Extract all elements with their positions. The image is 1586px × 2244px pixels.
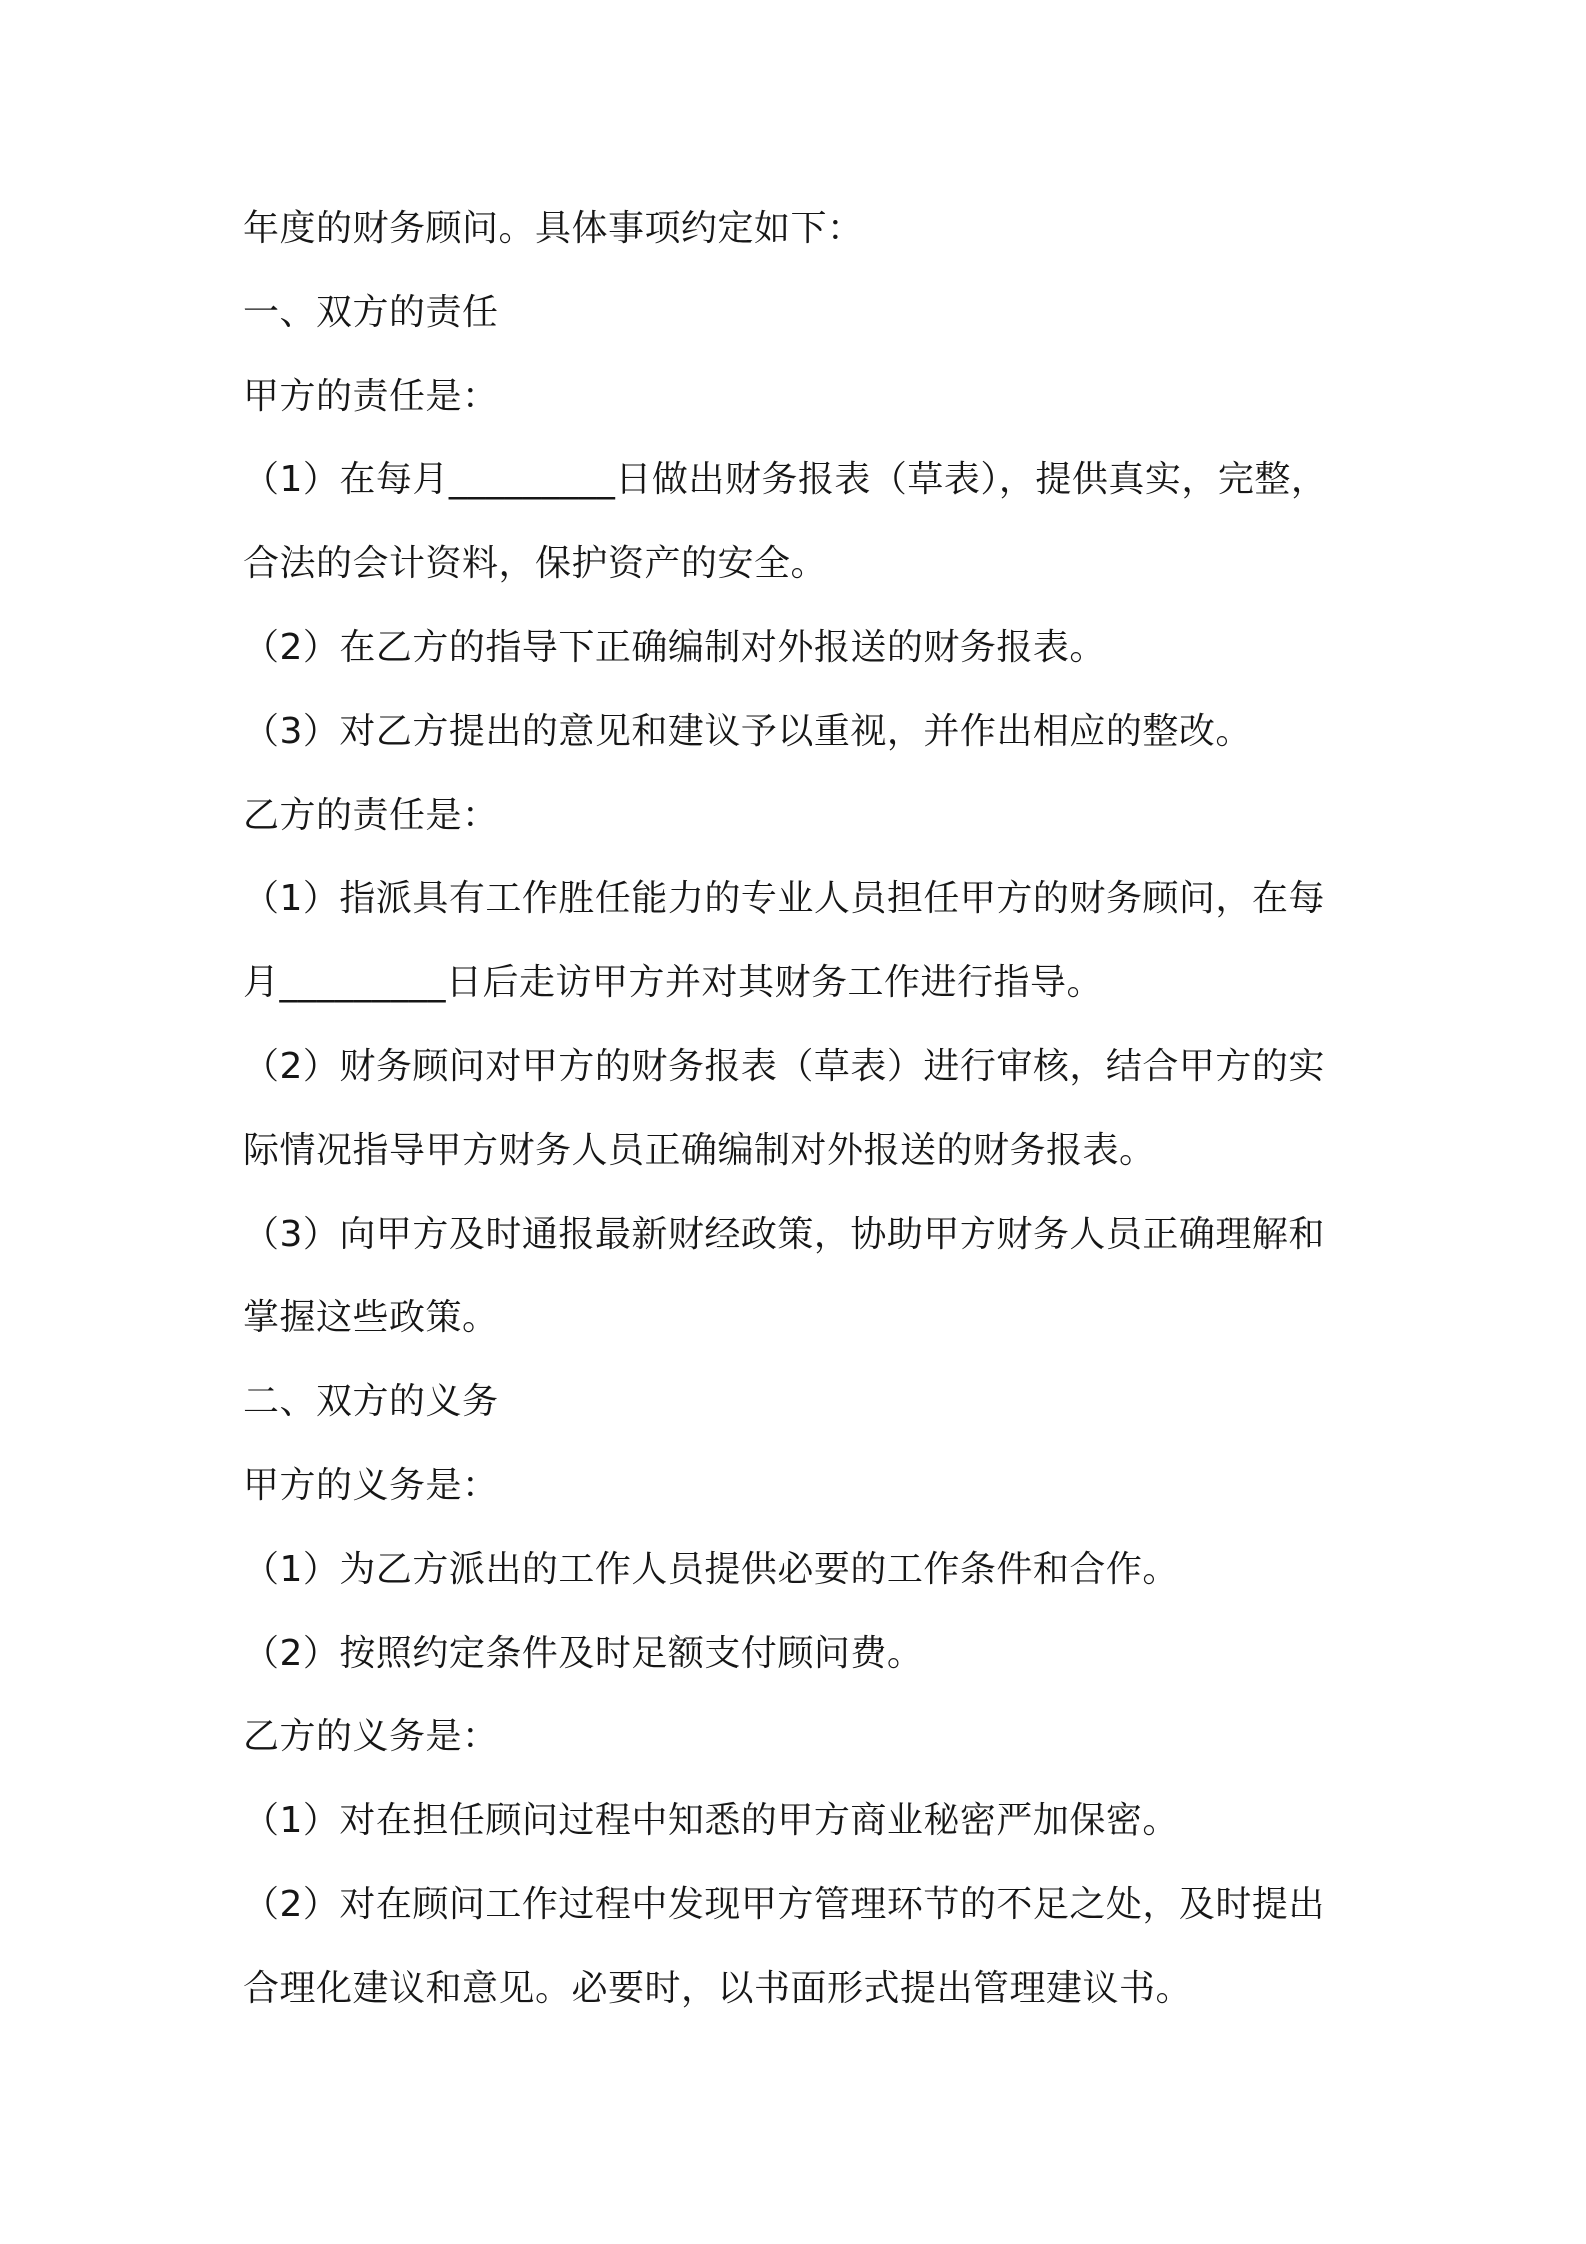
text-line: （3）向甲方及时通报最新财经政策，协助甲方财务人员正确理解和 (243, 1214, 1325, 1255)
section-heading: 一、双方的责任 (243, 292, 499, 333)
subheading: 甲方的义务是： (243, 1465, 499, 1506)
text-line: （1）指派具有工作胜任能力的专业人员担任甲方的财务顾问，在每 (243, 878, 1325, 919)
subheading: 乙方的责任是： (243, 795, 499, 836)
text-line: 合理化建议和意见。必要时，以书面形式提出管理建议书。 (243, 1968, 1193, 2009)
section-heading: 二、双方的义务 (243, 1381, 499, 1422)
text-line: 年度的财务顾问。具体事项约定如下： (243, 208, 864, 249)
text-line: （2）在乙方的指导下正确编制对外报送的财务报表。 (243, 627, 1106, 668)
text-line: （2）对在顾问工作过程中发现甲方管理环节的不足之处，及时提出 (243, 1884, 1325, 1925)
text-line: （3）对乙方提出的意见和建议予以重视，并作出相应的整改。 (243, 711, 1252, 752)
text-line: （1）对在担任顾问过程中知悉的甲方商业秘密严加保密。 (243, 1800, 1179, 1841)
text-line: 月_________日后走访甲方并对其财务工作进行指导。 (243, 962, 1104, 1003)
text-line: （2）财务顾问对甲方的财务报表（草表）进行审核，结合甲方的实 (243, 1046, 1325, 1087)
text-line: 掌握这些政策。 (243, 1297, 499, 1338)
text-line: 合法的会计资料，保护资产的安全。 (243, 543, 828, 584)
subheading: 乙方的义务是： (243, 1716, 499, 1757)
text-line: （1）在每月_________日做出财务报表（草表），提供真实，完整， (243, 459, 1328, 500)
subheading: 甲方的责任是： (243, 376, 499, 417)
text-line: （1）为乙方派出的工作人员提供必要的工作条件和合作。 (243, 1549, 1179, 1590)
text-line: （2）按照约定条件及时足额支付顾问费。 (243, 1633, 924, 1674)
text-line: 际情况指导甲方财务人员正确编制对外报送的财务报表。 (243, 1130, 1156, 1171)
